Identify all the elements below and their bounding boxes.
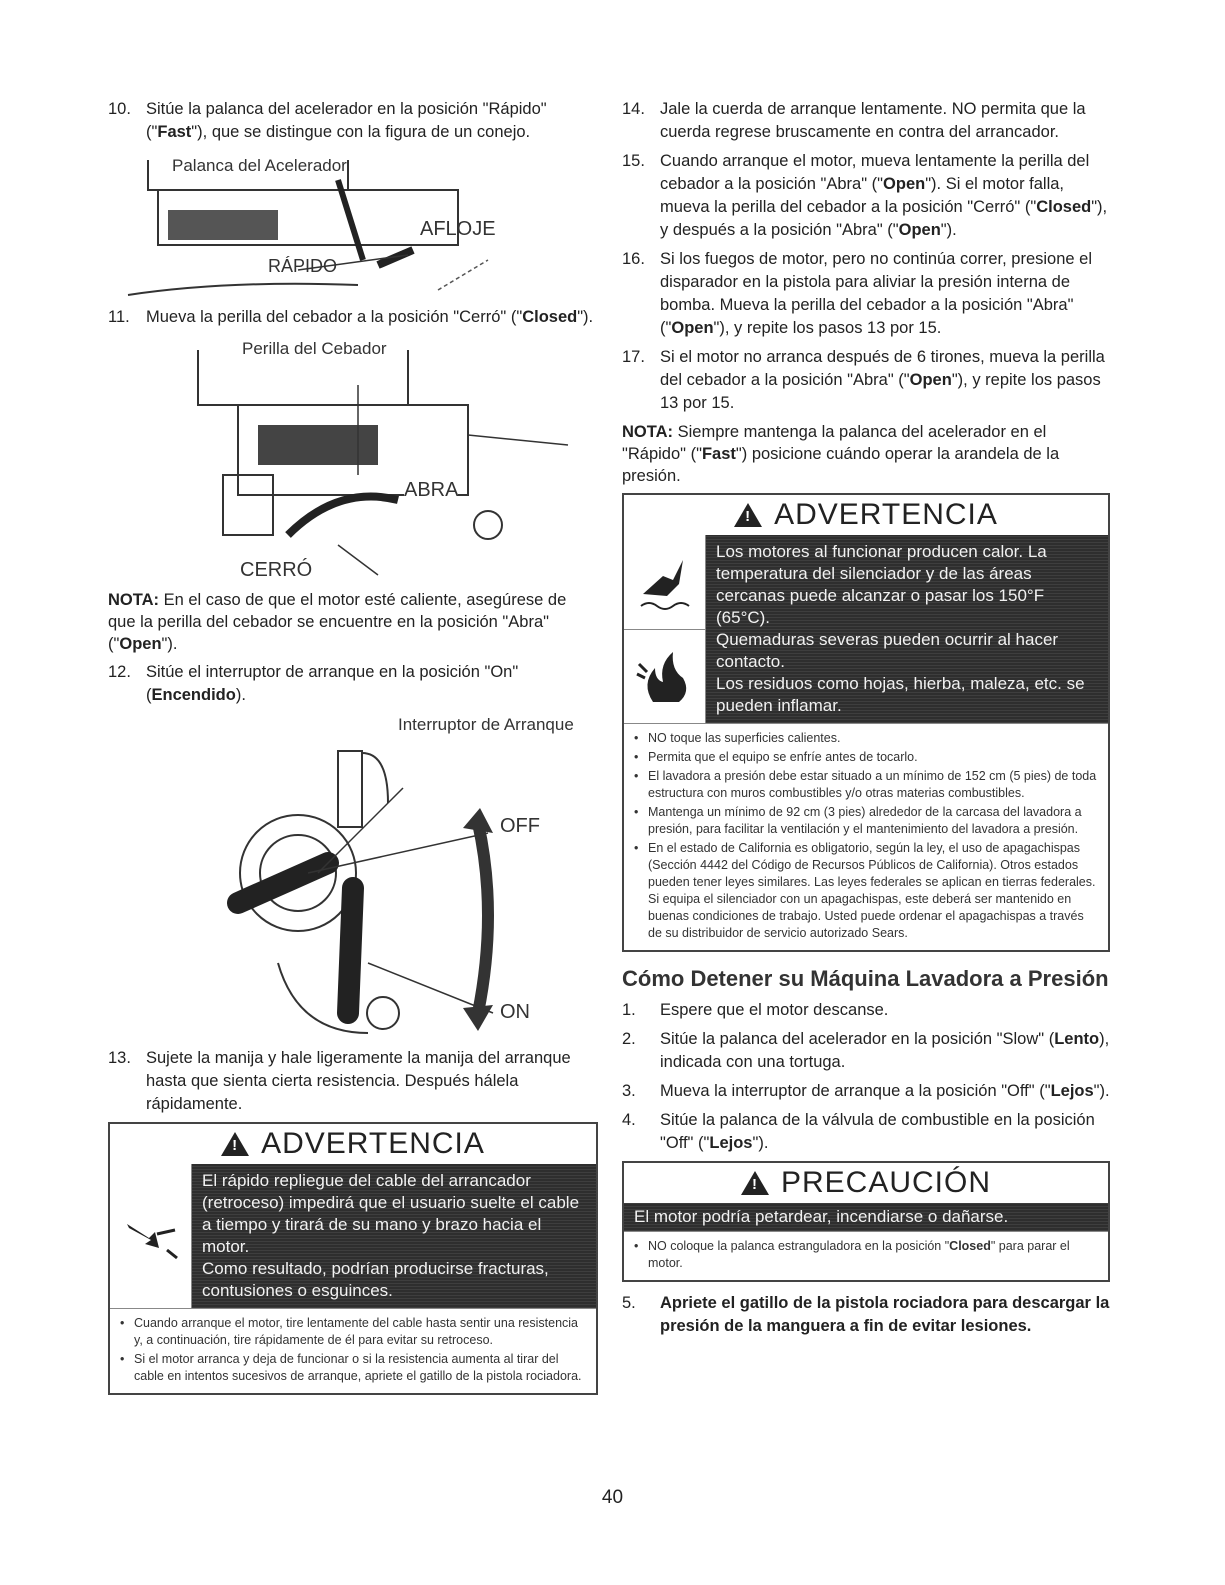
figure-label: RÁPIDO <box>268 256 338 276</box>
warning-dark-panel <box>192 1164 596 1308</box>
stop-step-3 <box>622 1080 1110 1103</box>
right-column <box>622 98 1110 1344</box>
warning-box-heat <box>622 493 1110 952</box>
bullet-item: • Permita que el equipo se enfríe antes de tocarlo. <box>634 749 1098 766</box>
step-text: Cuando arranque el motor, mueva lentamente la perilla del cebador a la posición "Abra" ("Open"). Si el motor falla, mueva la perilla del cebador a la posición "Cerró" ("Closed"), y después a la posición "Abra" ("Open"). <box>660 152 1108 239</box>
step-number: 3. <box>622 1082 636 1100</box>
warning-statement: El rápido repliegue del cable del arrancador (retroceso) impedirá que el usuario suelte el cable a tiempo y tirará de su mano y brazo hacia el motor. <box>202 1171 580 1256</box>
step-number: 13. <box>108 1049 131 1067</box>
note: NOTA: Siempre mantenga la palanca del acelerador en el "Rápido" ("Fast") posicione cuándo operar la arandela de la presión. <box>622 423 1060 485</box>
bullet-item: • Cuando arranque el motor, tire lentamente del cable hasta sentir una resistencia y, a continuación, tire rápidamente de él para evitar su retroceso. <box>120 1315 586 1349</box>
warning-icons <box>110 1164 192 1308</box>
step-13 <box>108 1047 598 1116</box>
step-text: Mueva la perilla del cebador a la posición "Cerró" ("Closed"). <box>146 308 594 326</box>
step-number: 16. <box>622 250 645 268</box>
fire-icon <box>624 630 706 724</box>
alert-triangle-icon <box>734 503 762 527</box>
warning-body <box>110 1164 596 1308</box>
warning-statement: Los residuos como hojas, hierba, maleza, etc. se pueden inflamar. <box>716 674 1085 715</box>
note: NOTA: En el caso de que el motor esté caliente, asegúrese de que la perilla del cebador se encuentre en la posición "Abra" ("Open"). <box>108 591 567 653</box>
bullet-item: • Mantenga un mínimo de 92 cm (3 pies) alrededor de la carcasa del lavadora a presión, para facilitar la ventilación y el mantenimiento del lavadora a presión. <box>634 804 1098 838</box>
step-number: 1. <box>622 1001 636 1019</box>
step-text: Sitúe la palanca del acelerador en la posición "Slow" (Lento), indicada con una tortuga. <box>660 1030 1110 1071</box>
step-text: Sitúe la palanca de la válvula de combustible en la posición "Off" ("Lejos"). <box>660 1111 1095 1152</box>
bullet-item: • El lavadora a presión debe estar situado a un mínimo de 152 cm (5 pies) de toda estructura con muros combustibles y/o otras materias combustibles. <box>634 768 1098 802</box>
step-number: 15. <box>622 152 645 170</box>
step-text: Sitúe el interruptor de arranque en la posición "On" (Encendido). <box>146 663 519 704</box>
step-14 <box>622 98 1110 144</box>
step-text: Si el motor no arranca después de 6 tirones, mueva la perilla del cebador a la posición "Abra" ("Open"), y repite los pasos 13 por 15. <box>660 348 1105 412</box>
hot-surface-icon <box>624 535 706 630</box>
step-10 <box>108 98 598 144</box>
warning-statement: Los motores al funcionar producen calor. La temperatura del silenciador y de las áreas cercanas puede alcanzar o pasar los 150°F (65°C). <box>716 542 1047 627</box>
stop-step-5 <box>622 1292 1110 1338</box>
caution-bullets <box>624 1231 1108 1280</box>
warning-body <box>624 535 1108 723</box>
warning-box-kickback <box>108 1122 598 1395</box>
stop-step-2 <box>622 1028 1110 1074</box>
warning-header <box>624 495 1108 535</box>
figure-label: Perilla del Cebador <box>242 339 387 358</box>
step-text: Sujete la manija y hale ligeramente la manija del arranque hasta que sienta cierta resistencia. Después hálela rápidamente. <box>146 1049 571 1113</box>
step-number: 11. <box>108 308 130 326</box>
step-15 <box>622 150 1110 242</box>
warning-dark-panel <box>706 535 1108 723</box>
step-text: Espere que el motor descanse. <box>660 1001 889 1019</box>
figure-label: Palanca del Acelerador <box>172 156 347 175</box>
step-16 <box>622 248 1110 340</box>
step-number: 4. <box>622 1111 636 1129</box>
bullet-item: • Si el motor arranca y deja de funcionar o si la resistencia aumenta al tirar del cable en intentos sucesivos de arranque, apriete el gatillo de la pistola rociadora. <box>120 1351 586 1385</box>
step-number: 10. <box>108 100 131 118</box>
figure-label: Interruptor de Arranque <box>398 715 574 734</box>
step-number: 12. <box>108 663 131 681</box>
bullet-item: • En el estado de California es obligatorio, según la ley, el uso de apagachispas (Sección 4442 del Código de Recursos Públicos de California). Otros estados pueden tener leyes similares. Las leyes federales se aplican en tierras federales. Si equipa el silenciador con un apagachispas, este deberá ser mantenido en buenas condiciones de trabajo. Usted puede ordenar el apagachispas a través de su distribuidor de servicio autorizado Sears. <box>634 840 1098 942</box>
section-heading: Cómo Detener su Máquina Lavadora a Presión <box>622 966 1109 991</box>
bullet-item: • NO coloque la palanca estranguladora en la posición "Closed" para parar el motor. <box>634 1238 1098 1272</box>
caution-title: PRECAUCIÓN <box>780 1166 992 1199</box>
start-switch-figure <box>108 713 598 1041</box>
warning-bullets <box>110 1308 596 1393</box>
step-text: Si los fuegos de motor, pero no continúa correr, presione el disparador en la pistola para aliviar la presión interna de bomba. Mueva la perilla del cebador a la posición "Abra" ("Open"), y repite los pasos 13 por 15. <box>660 250 1093 337</box>
choke-knob-figure <box>108 335 598 583</box>
caution-dark-panel <box>624 1203 1108 1231</box>
figure-label: CERRÓ <box>240 559 313 581</box>
figure-label: ABRA <box>404 479 459 501</box>
step-text: Apriete el gatillo de la pistola rociadora para descargar la presión de la manguera a fin de evitar lesiones. <box>660 1294 1110 1335</box>
warning-header <box>110 1124 596 1164</box>
warning-icons <box>624 535 706 723</box>
alert-triangle-icon <box>221 1132 249 1156</box>
warning-statement: Como resultado, podrían producirse fracturas, contusiones o esguinces. <box>202 1259 549 1300</box>
step-number: 14. <box>622 100 645 118</box>
kickback-hand-icon <box>110 1164 192 1308</box>
warning-title: ADVERTENCIA <box>774 498 998 531</box>
warning-bullets <box>624 723 1108 950</box>
figure-label: OFF <box>500 815 540 837</box>
step-12 <box>108 661 598 707</box>
warning-title: ADVERTENCIA <box>261 1127 485 1160</box>
step-number: 17. <box>622 348 645 366</box>
step-text: Sitúe la palanca del acelerador en la posición "Rápido" ("Fast"), que se distingue con la figura de un conejo. <box>146 100 547 141</box>
left-column <box>108 98 598 1403</box>
step-text: Mueva la interruptor de arranque a la posición "Off" ("Lejos"). <box>660 1082 1110 1100</box>
step-number: 5. <box>622 1294 636 1312</box>
caution-header <box>624 1163 1108 1203</box>
page-number: 40 <box>601 1487 624 1508</box>
figure-label: ON <box>500 1001 530 1023</box>
step-text: Jale la cuerda de arranque lentamente. NO permita que la cuerda regrese bruscamente en contra del arrancador. <box>660 100 1086 141</box>
bullet-item: • NO toque las superficies calientes. <box>634 730 1098 747</box>
caution-box <box>622 1161 1110 1282</box>
caution-statement: El motor podría petardear, incendiarse o dañarse. <box>634 1207 1009 1226</box>
stop-step-1 <box>622 999 1110 1022</box>
step-17 <box>622 346 1110 415</box>
step-number: 2. <box>622 1030 636 1048</box>
alert-triangle-icon <box>741 1171 769 1195</box>
figure-label: AFLOJE <box>420 218 496 240</box>
warning-statement: Quemaduras severas pueden ocurrir al hacer contacto. <box>716 630 1059 671</box>
step-11 <box>108 306 598 329</box>
throttle-lever-figure <box>108 150 598 300</box>
stop-step-4 <box>622 1109 1110 1155</box>
